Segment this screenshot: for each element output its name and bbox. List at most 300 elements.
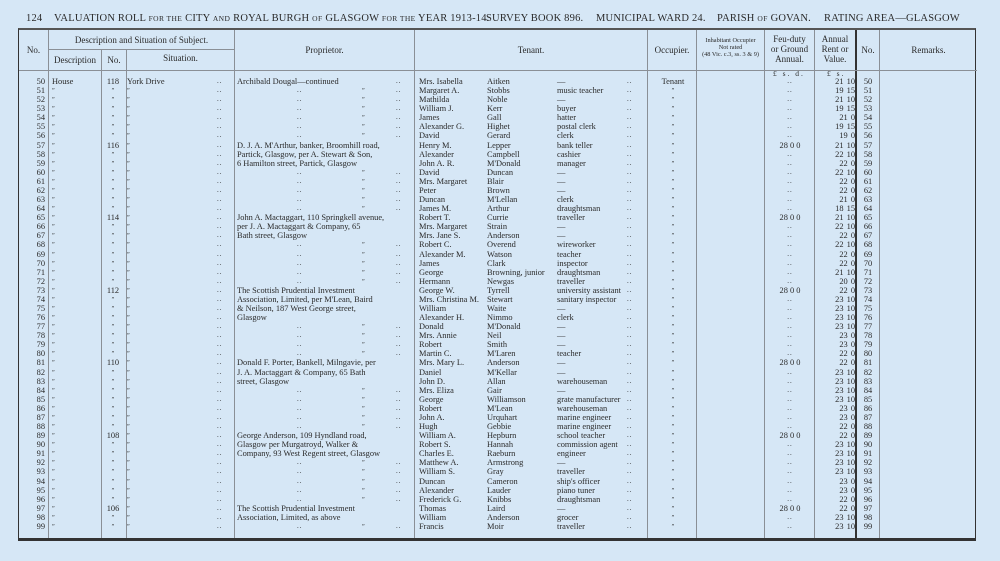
- cell-annual-rent: 23 0: [839, 403, 855, 413]
- cell-annual-rent: 23 10: [835, 521, 855, 531]
- cell-description: ”: [52, 315, 55, 322]
- cell-no: 71: [36, 267, 45, 277]
- cell-feu-duty: ..: [787, 122, 793, 131]
- cell-description: ”: [52, 360, 55, 367]
- cell-proprietor-leader: ..: [396, 422, 402, 431]
- cell-no: 98: [36, 512, 45, 522]
- cell-feu-duty: ..: [787, 185, 793, 194]
- cell-occupier: ”: [671, 315, 675, 322]
- header-description: Description: [54, 55, 96, 65]
- cell-description: ”: [52, 251, 55, 258]
- cell-tenant-surname: Gair: [487, 385, 502, 395]
- cell-subject-no: 108: [106, 431, 120, 441]
- cell-no-right: 54: [863, 113, 873, 123]
- cell-no: 89: [36, 431, 45, 441]
- cell-description: House: [52, 77, 74, 86]
- cell-occupier: ”: [671, 169, 675, 176]
- cell-tenant-leader: ..: [627, 331, 633, 340]
- cell-situation: ”: [127, 306, 130, 312]
- cell-proprietor-ditto: ..: [297, 176, 303, 185]
- cell-no-right: 59: [863, 158, 873, 168]
- cell-subject-no: ”: [111, 333, 115, 340]
- cell-no-right: 89: [863, 431, 873, 441]
- cell-annual-rent: 22 0: [839, 349, 855, 359]
- cell-tenant-leader: ..: [627, 521, 633, 530]
- cell-no: 59: [36, 158, 45, 168]
- cell-situation: ”: [127, 369, 130, 376]
- cell-tenant-surname: Kerr: [487, 104, 503, 114]
- cell-proprietor-ditto: ”: [362, 124, 365, 131]
- table-row: [19, 440, 977, 449]
- cell-subject-no: ”: [111, 478, 115, 485]
- cell-situation-leader: ..: [217, 367, 223, 376]
- cell-no-right: 96: [863, 494, 873, 504]
- cell-tenant-first-name: Mrs. Annie: [419, 331, 457, 341]
- cell-description: ”: [52, 124, 55, 131]
- cell-situation: ”: [127, 160, 130, 167]
- cell-tenant-leader: ..: [627, 267, 633, 276]
- cell-subject-no: ”: [111, 487, 115, 494]
- header-proprietor: Proprietor.: [305, 45, 344, 55]
- cell-annual-rent: 23 10: [835, 394, 855, 404]
- cell-occupier: ”: [671, 97, 675, 104]
- cell-tenant-leader: ..: [627, 231, 633, 240]
- cell-occupier: ”: [671, 324, 675, 331]
- cell-no-right: 78: [863, 331, 873, 341]
- table-row: [19, 313, 977, 322]
- table-row: [19, 413, 977, 422]
- cell-description: ”: [52, 88, 55, 95]
- cell-situation: ”: [127, 342, 130, 349]
- cell-tenant-surname: Gebbie: [487, 422, 512, 432]
- cell-subject-no: 116: [106, 140, 120, 150]
- table-row: [19, 486, 977, 495]
- cell-annual-rent: 22 0: [839, 158, 855, 168]
- cell-occupier: ”: [671, 442, 675, 449]
- cell-annual-rent: 20 0: [839, 276, 855, 286]
- cell-subject-no: ”: [111, 342, 115, 349]
- cell-occupier: ”: [671, 142, 675, 149]
- cell-proprietor-ditto: ..: [297, 349, 303, 358]
- cell-situation: ”: [127, 115, 130, 122]
- cell-no-right: 57: [863, 140, 873, 150]
- cell-no: 74: [36, 294, 45, 304]
- rating-area: RATING AREA—GLASGOW: [824, 13, 960, 24]
- cell-tenant-surname: Tyrrell: [487, 285, 510, 295]
- cell-tenant-first-name: Robert C.: [419, 240, 452, 250]
- cell-description: ”: [52, 278, 55, 285]
- cell-occupier: ”: [671, 133, 675, 140]
- cell-annual-rent: 22 0: [839, 185, 855, 195]
- cell-no: 64: [36, 204, 45, 214]
- table-row: [19, 131, 977, 140]
- cell-tenant-first-name: James: [419, 258, 440, 268]
- cell-no: 68: [36, 240, 45, 250]
- cell-annual-rent: 23 0: [839, 485, 855, 495]
- cell-tenant-surname: Williamson: [487, 394, 526, 404]
- cell-tenant-leader: ..: [627, 385, 633, 394]
- cell-situation: ”: [127, 206, 130, 213]
- cell-subject-no: ”: [111, 224, 115, 231]
- cell-feu-duty: ..: [787, 113, 793, 122]
- cell-occupier: ”: [671, 160, 675, 167]
- cell-feu-duty: ..: [787, 367, 793, 376]
- cell-subject-no: ”: [111, 414, 115, 421]
- cell-description: ”: [52, 405, 55, 412]
- cell-subject-no: ”: [111, 451, 115, 458]
- parish: PARISH OF GOVAN.: [717, 13, 812, 24]
- cell-situation: ”: [127, 124, 130, 131]
- cell-proprietor-ditto: ”: [362, 197, 365, 204]
- table-row: [19, 358, 977, 367]
- cell-tenant-first-name: Matthew A.: [419, 458, 459, 468]
- cell-situation-leader: ..: [217, 285, 223, 294]
- table-row: [19, 458, 977, 467]
- table-row: [19, 522, 977, 531]
- cell-occupier: ”: [671, 369, 675, 376]
- cell-no: 62: [36, 185, 45, 195]
- cell-tenant-surname: Hepburn: [487, 431, 517, 441]
- cell-description: ”: [52, 460, 55, 467]
- cell-proprietor-ditto: ”: [362, 187, 365, 194]
- cell-proprietor: Archibald Dougal—continued: [237, 77, 339, 86]
- cell-situation: ”: [127, 433, 130, 440]
- cell-proprietor-leader: ..: [396, 167, 402, 176]
- cell-tenant-surname: Stobbs: [487, 86, 510, 96]
- cell-no-right: 62: [863, 185, 873, 195]
- cell-tenant-leader: ..: [627, 349, 633, 358]
- cell-proprietor-ditto: ”: [362, 414, 365, 421]
- cell-proprietor-ditto: ..: [297, 412, 303, 421]
- cell-tenant-surname: Clark: [487, 258, 506, 268]
- cell-feu-duty: ..: [787, 204, 793, 213]
- cell-situation-leader: ..: [217, 467, 223, 476]
- cell-proprietor-leader: ..: [396, 412, 402, 421]
- cell-situation-leader: ..: [217, 231, 223, 240]
- cell-tenant-surname: Highet: [487, 122, 510, 132]
- cell-tenant-surname: Nimmo: [487, 313, 513, 323]
- cell-proprietor-leader: ..: [396, 403, 402, 412]
- table-row: [19, 86, 977, 95]
- cell-tenant-first-name: Alexander: [419, 149, 454, 159]
- cell-tenant-occupation: warehouseman: [557, 403, 608, 413]
- cell-subject-no: ”: [111, 106, 115, 113]
- cell-tenant-occupation: —: [557, 367, 566, 377]
- cell-proprietor-ditto: ..: [297, 276, 303, 285]
- cell-feu-duty: 28 0 0: [779, 213, 801, 223]
- cell-feu-duty: ..: [787, 249, 793, 258]
- cell-occupier: ”: [671, 178, 675, 185]
- cell-feu-duty: ..: [787, 512, 793, 521]
- cell-proprietor: Company, 93 West Regent street, Glasgow: [237, 449, 381, 459]
- cell-situation: ”: [127, 97, 130, 104]
- cell-annual-rent: 23 0: [839, 331, 855, 341]
- cell-no-right: 51: [863, 86, 873, 96]
- cell-tenant-surname: M'Lean: [487, 403, 513, 413]
- cell-feu-duty: ..: [787, 385, 793, 394]
- table-row: [19, 77, 977, 86]
- table-row: [19, 295, 977, 304]
- cell-proprietor-ditto: ..: [297, 467, 303, 476]
- cell-tenant-leader: ..: [627, 104, 633, 113]
- cell-tenant-surname: Gall: [487, 113, 502, 123]
- cell-proprietor-ditto: ..: [297, 458, 303, 467]
- cell-situation: ”: [127, 242, 130, 249]
- cell-tenant-surname: Laird: [487, 503, 506, 513]
- cell-annual-rent: 22 0: [839, 503, 855, 513]
- cell-tenant-surname: Armstrong: [487, 458, 524, 468]
- cell-situation-leader: ..: [217, 185, 223, 194]
- cell-feu-duty: ..: [787, 104, 793, 113]
- cell-subject-no: ”: [111, 151, 115, 158]
- cell-proprietor-leader: ..: [396, 521, 402, 530]
- cell-situation-leader: ..: [217, 521, 223, 530]
- cell-tenant-occupation: sanitary inspector: [557, 294, 617, 304]
- cell-subject-no: ”: [111, 124, 115, 131]
- cell-tenant-surname: Moir: [487, 521, 504, 531]
- cell-situation-leader: ..: [217, 267, 223, 276]
- cell-annual-rent: 22 0: [839, 431, 855, 441]
- cell-no: 58: [36, 149, 45, 159]
- cell-tenant-occupation: —: [557, 231, 566, 241]
- cell-tenant-first-name: John D.: [419, 376, 446, 386]
- table-row: [19, 168, 977, 177]
- cell-subject-no: 112: [106, 285, 120, 295]
- table-row: [19, 495, 977, 504]
- cell-annual-rent: 21 0: [839, 113, 855, 123]
- cell-occupier: ”: [671, 496, 675, 503]
- cell-tenant-first-name: William: [419, 512, 447, 522]
- table-row: [19, 277, 977, 286]
- cell-proprietor-ditto: ”: [362, 251, 365, 258]
- cell-subject-no: ”: [111, 169, 115, 176]
- roll-title: VALUATION ROLL FOR THE CITY AND ROYAL BURGH OF GLASGOW FOR THE YEAR 1913-14.: [54, 13, 490, 24]
- cell-feu-duty: ..: [787, 331, 793, 340]
- cell-annual-rent: 22 0: [839, 231, 855, 241]
- cell-no: 67: [36, 231, 45, 241]
- cell-situation-leader: ..: [217, 503, 223, 512]
- table-row: [19, 204, 977, 213]
- cell-tenant-leader: ..: [627, 358, 633, 367]
- cell-tenant-occupation: grate manufacturer: [557, 394, 621, 404]
- cell-situation-leader: ..: [217, 86, 223, 95]
- cell-situation: ”: [127, 88, 130, 95]
- cell-tenant-occupation: —: [557, 358, 566, 368]
- cell-proprietor-ditto: ”: [362, 242, 365, 249]
- header-situation: Situation.: [163, 53, 198, 63]
- cell-feu-duty: ..: [787, 131, 793, 140]
- cell-situation-leader: ..: [217, 485, 223, 494]
- cell-occupier: ”: [671, 460, 675, 467]
- cell-tenant-occupation: manager: [557, 158, 586, 168]
- cell-no-right: 86: [863, 403, 873, 413]
- cell-tenant-surname: Cameron: [487, 476, 518, 486]
- cell-description: ”: [52, 369, 55, 376]
- cell-no: 86: [36, 403, 45, 413]
- cell-subject-no: ”: [111, 97, 115, 104]
- cell-situation: ”: [127, 414, 130, 421]
- cell-no: 61: [36, 176, 45, 186]
- cell-situation: ”: [127, 514, 130, 521]
- cell-situation-leader: ..: [217, 131, 223, 140]
- cell-situation: ”: [127, 487, 130, 494]
- cell-situation-leader: ..: [217, 358, 223, 367]
- cell-no-right: 61: [863, 176, 873, 186]
- cell-situation-leader: ..: [217, 104, 223, 113]
- cell-proprietor-ditto: ”: [362, 324, 365, 331]
- cell-feu-duty: ..: [787, 195, 793, 204]
- cell-situation-leader: ..: [217, 158, 223, 167]
- cell-description: ”: [52, 197, 55, 204]
- cell-situation-leader: ..: [217, 167, 223, 176]
- cell-occupier: ”: [671, 487, 675, 494]
- table-row: [19, 422, 977, 431]
- cell-tenant-occupation: —: [557, 167, 566, 177]
- cell-annual-rent: 22 10: [835, 167, 855, 177]
- header-inhabitant-line: Inhabitant Occupier: [705, 36, 756, 44]
- cell-no: 57: [36, 140, 45, 150]
- cell-tenant-first-name: David: [419, 167, 440, 177]
- table-row: [19, 322, 977, 331]
- cell-no-right: 94: [863, 476, 873, 486]
- cell-tenant-surname: Currie: [487, 213, 509, 223]
- cell-annual-rent: 23 10: [835, 294, 855, 304]
- cell-tenant-leader: ..: [627, 431, 633, 440]
- cell-description: ”: [52, 442, 55, 449]
- cell-tenant-leader: ..: [627, 149, 633, 158]
- header-no: No.: [26, 45, 41, 55]
- cell-no-right: 52: [863, 95, 873, 105]
- cell-situation-leader: ..: [217, 476, 223, 485]
- cell-proprietor-ditto: ..: [297, 185, 303, 194]
- cell-tenant-occupation: inspector: [557, 258, 588, 268]
- cell-description: ”: [52, 97, 55, 104]
- cell-proprietor-ditto: ”: [362, 178, 365, 185]
- cell-subject-no: ”: [111, 315, 115, 322]
- cell-tenant-occupation: commission agent: [557, 440, 618, 450]
- cell-situation: ”: [127, 469, 130, 476]
- cell-proprietor-ditto: ”: [362, 424, 365, 431]
- cell-situation: ”: [127, 378, 130, 385]
- cell-description: ”: [52, 523, 55, 530]
- cell-annual-rent: 23 10: [835, 512, 855, 522]
- cell-occupier: ”: [671, 233, 675, 240]
- cell-subject-no: ”: [111, 469, 115, 476]
- table-row: [19, 268, 977, 277]
- valuation-table: [18, 28, 976, 541]
- cell-tenant-surname: Anderson: [487, 231, 520, 241]
- cell-subject-no: ”: [111, 351, 115, 358]
- cell-situation-leader: ..: [217, 412, 223, 421]
- cell-no-right: 56: [863, 131, 873, 141]
- cell-tenant-first-name: George: [419, 267, 444, 277]
- cell-situation-leader: ..: [217, 331, 223, 340]
- header-occupier: Occupier.: [654, 45, 690, 55]
- cell-description: ”: [52, 215, 55, 222]
- cell-tenant-occupation: cashier: [557, 149, 581, 159]
- cell-situation: ”: [127, 360, 130, 367]
- cell-annual-rent: 22 0: [839, 285, 855, 295]
- cell-situation: ”: [127, 251, 130, 258]
- table-row: [19, 504, 977, 513]
- cell-annual-rent: 21 10: [835, 267, 855, 277]
- cell-proprietor-leader: ..: [396, 331, 402, 340]
- cell-situation-leader: ..: [217, 322, 223, 331]
- table-row: [19, 159, 977, 168]
- table-row: [19, 150, 977, 159]
- cell-description: ”: [52, 169, 55, 176]
- table-row: [19, 377, 977, 386]
- cell-situation: ”: [127, 106, 130, 113]
- cell-subject-no: ”: [111, 387, 115, 394]
- cell-feu-duty: ..: [787, 458, 793, 467]
- cell-tenant-surname: M'Donald: [487, 158, 521, 168]
- cell-feu-duty: ..: [787, 158, 793, 167]
- cell-no-right: 58: [863, 149, 873, 159]
- cell-tenant-occupation: clerk: [557, 313, 574, 323]
- cell-situation: ”: [127, 387, 130, 394]
- cell-occupier: ”: [671, 424, 675, 431]
- cell-proprietor-ditto: ”: [362, 106, 365, 113]
- cell-description: ”: [52, 514, 55, 521]
- cell-occupier: ”: [671, 151, 675, 158]
- cell-annual-rent: 19 15: [835, 122, 855, 132]
- cell-subject-no: ”: [111, 514, 115, 521]
- cell-no: 84: [36, 385, 45, 395]
- cell-annual-rent: 22 0: [839, 358, 855, 368]
- cell-situation: ”: [127, 233, 130, 240]
- cell-subject-no: ”: [111, 442, 115, 449]
- cell-feu-duty: ..: [787, 403, 793, 412]
- cell-no: 63: [36, 195, 45, 205]
- cell-situation: ”: [127, 178, 130, 185]
- cell-tenant-first-name: Alexander H.: [419, 313, 465, 323]
- cell-description: ”: [52, 187, 55, 194]
- cell-proprietor-ditto: ..: [297, 131, 303, 140]
- cell-proprietor-ditto: ..: [297, 521, 303, 530]
- cell-situation-leader: ..: [217, 240, 223, 249]
- cell-occupier: ”: [671, 106, 675, 113]
- cell-proprietor-ditto: ..: [297, 113, 303, 122]
- cell-tenant-first-name: Mrs. Eliza: [419, 385, 454, 395]
- cell-tenant-surname: Brown: [487, 185, 510, 195]
- cell-subject-no: 106: [106, 503, 120, 513]
- cell-occupier: Tenant: [661, 77, 685, 86]
- cell-tenant-first-name: George: [419, 394, 444, 404]
- cell-tenant-first-name: James M.: [419, 204, 452, 214]
- cell-occupier: ”: [671, 478, 675, 485]
- cell-annual-rent: 22 10: [835, 240, 855, 250]
- cell-subject-no: ”: [111, 424, 115, 431]
- cell-tenant-leader: ..: [627, 222, 633, 231]
- cell-description: ”: [52, 142, 55, 149]
- cell-subject-no: ”: [111, 251, 115, 258]
- cell-feu-duty: ..: [787, 304, 793, 312]
- cell-no: 94: [36, 476, 45, 486]
- cell-no-right: 91: [863, 449, 873, 459]
- cell-feu-duty: 28 0 0: [779, 285, 801, 295]
- cell-tenant-occupation: —: [557, 77, 566, 86]
- cell-annual-rent: 22 0: [839, 422, 855, 432]
- cell-tenant-surname: Anderson: [487, 512, 520, 522]
- cell-tenant-leader: ..: [627, 512, 633, 521]
- cell-no: 50: [36, 77, 45, 86]
- cell-situation: ”: [127, 151, 130, 158]
- cell-proprietor-ditto: ”: [362, 169, 365, 176]
- cell-proprietor: John A. Mactaggart, 110 Springkell avenue,: [237, 213, 385, 223]
- cell-feu-duty: ..: [787, 167, 793, 176]
- cell-annual-rent: 22 10: [835, 149, 855, 159]
